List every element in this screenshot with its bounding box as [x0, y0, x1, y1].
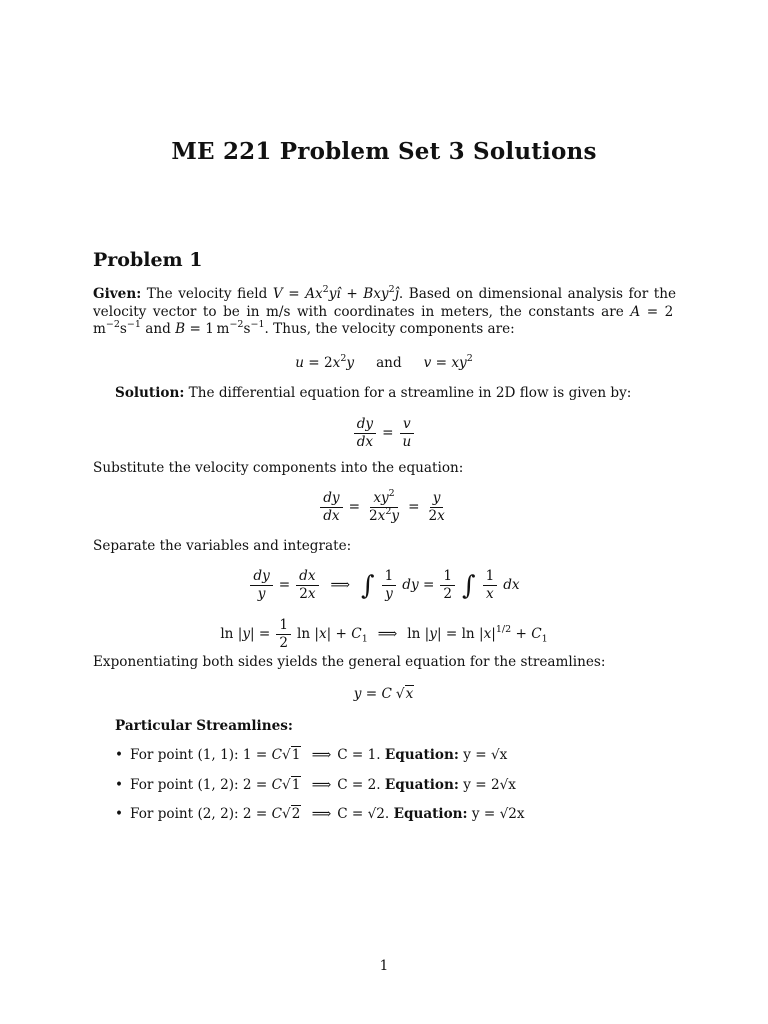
given-paragraph [93, 283, 677, 339]
constant-b-expression: B = 1 $m^{-2}s^{-1}$ [175, 318, 265, 337]
list-item: • For point (2, 2): 2 = C√2 ⟹ C = √2. Equation: y = √2x [115, 804, 525, 834]
solution-text: The differential equation for a streamline in 2D flow is given by: [188, 385, 632, 401]
substitute-text: Substitute the velocity components into the equation: [93, 460, 464, 476]
constant-a-expression: A = 2 $m^{-2}s^{-1}$ [93, 303, 677, 337]
page-number: 1 [379, 958, 389, 974]
velocity-field-expression: $V = Ax^2yî$ + Bxy$^2$ĵ [272, 283, 399, 302]
list-item: • For point (1, 1): 1 = C√1 ⟹ C = 1. Equation: y = √x [115, 745, 525, 775]
given-text-2: . Based on dimensional analysis for the velocity vector to be in m/s with coordinates in meters, the constants are [93, 286, 677, 320]
particular-streamlines-label: Particular Streamlines: [115, 718, 293, 734]
given-text-1: The velocity field [146, 286, 268, 302]
velocity-components-equation [0, 352, 768, 372]
substituted-equation: $\frac{dy}{dx}$ = $\frac{xy^2}{2x^2y}$ = $\frac{y}{2x}$ [0, 490, 768, 524]
problem-heading: Problem 1 [93, 249, 203, 271]
given-label: Given: [93, 286, 142, 302]
streamline-differential-equation: $\frac{dy}{dx}$ = $\frac{v}{u}$ [0, 416, 768, 450]
given-and-word: and [145, 321, 171, 337]
solution-label: Solution: [115, 385, 185, 401]
document-title: ME 221 Problem Set 3 Solutions [171, 138, 597, 165]
general-streamline-equation: y = C √x [353, 686, 414, 702]
v-component: $v = xy^2$ [423, 352, 473, 371]
solution-paragraph [115, 385, 676, 403]
given-text-3: . Thus, the velocity components are: [264, 321, 515, 337]
components-and-word: and [376, 355, 402, 371]
u-component: $u = 2x^2y$ [295, 352, 355, 371]
separate-text: Separate the variables and integrate: [93, 538, 352, 554]
logarithm-equation: ln |y| = $\frac{1}{2}$ $\ln |x| + C_1$ ⟹ $\ln |y| = \ln |x|^{1/2} + C_1$ [220, 617, 548, 651]
list-item: • For point (1, 2): 2 = C√1 ⟹ C = 2. Equation: y = 2√x [115, 775, 525, 805]
separation-integral-equation: $\frac{dy}{y}$ = $\frac{dx}{2x}$ ⟹ ∫ $\frac{1}{y}$ dy = $\frac{1}{2}$ ∫ $\frac{1}{x}$ dx [0, 568, 768, 602]
streamline-list [115, 745, 525, 834]
exponentiate-text: Exponentiating both sides yields the general equation for the streamlines: [93, 654, 606, 670]
